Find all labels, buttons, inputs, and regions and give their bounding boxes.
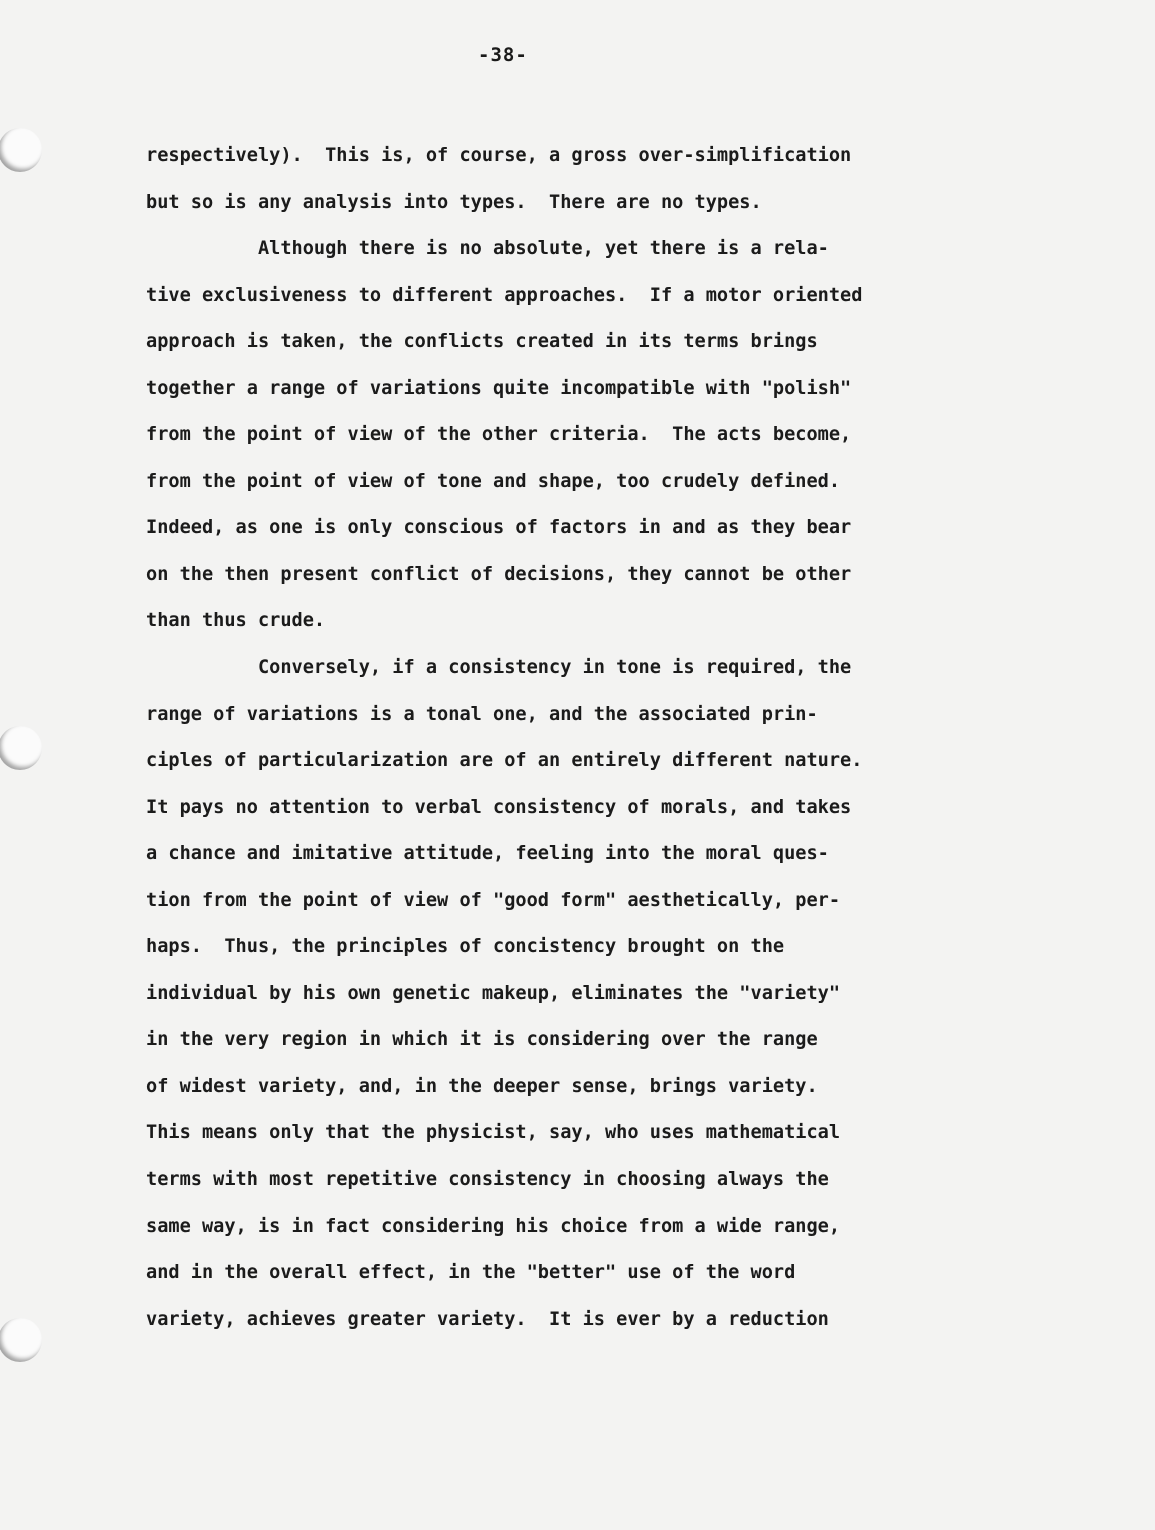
text-line: terms with most repetitive consistency in choosing always the <box>146 1169 829 1191</box>
text-line: on the then present conflict of decisions, they cannot be other <box>146 563 852 585</box>
text-line: ciples of particularization are of an entirely different nature. <box>146 750 863 772</box>
punch-hole <box>0 1318 42 1362</box>
text-line: Indeed, as one is only conscious of factors in and as they bear <box>146 517 852 539</box>
text-line: range of variations is a tonal one, and the associated prin- <box>146 703 818 725</box>
text-line: Conversely, if a consistency in tone is required, the <box>146 657 852 679</box>
text-line: same way, is in fact considering his choice from a wide range, <box>146 1215 841 1237</box>
text-line: and in the overall effect, in the "better" use of the word <box>146 1262 796 1284</box>
text-line: a chance and imitative attitude, feeling into the moral ques- <box>146 843 829 865</box>
punch-hole <box>0 726 42 770</box>
text-line: than thus crude. <box>146 610 326 632</box>
text-line: It pays no attention to verbal consistency of morals, and takes <box>146 796 852 818</box>
text-line: tive exclusiveness to different approaches. If a motor oriented <box>146 284 863 306</box>
punch-hole <box>0 128 42 172</box>
text-line: variety, achieves greater variety. It is ever by a reduction <box>146 1308 829 1330</box>
text-line: from the point of view of the other criteria. The acts become, <box>146 424 852 446</box>
text-line: of widest variety, and, in the deeper sense, brings variety. <box>146 1075 818 1097</box>
text-line: individual by his own genetic makeup, eliminates the "variety" <box>146 982 841 1004</box>
body-text <box>146 138 1066 1348</box>
text-line: tion from the point of view of "good form" aesthetically, per- <box>146 889 841 911</box>
text-line: approach is taken, the conflicts created in its terms brings <box>146 331 818 353</box>
text-line: respectively). This is, of course, a gross over-simplification <box>146 145 852 166</box>
text-line: together a range of variations quite incompatible with "polish" <box>146 377 852 399</box>
text-line: This means only that the physicist, say, who uses mathematical <box>146 1122 841 1144</box>
text-line: from the point of view of tone and shape, too crudely defined. <box>146 470 841 492</box>
text-line: but so is any analysis into types. There are no types. <box>146 191 762 213</box>
text-line: Although there is no absolute, yet there is a rela- <box>146 238 829 260</box>
text-line: haps. Thus, the principles of concistency brought on the <box>146 936 785 958</box>
text-line: in the very region in which it is considering over the range <box>146 1029 818 1051</box>
page-number: -38- <box>478 44 528 66</box>
